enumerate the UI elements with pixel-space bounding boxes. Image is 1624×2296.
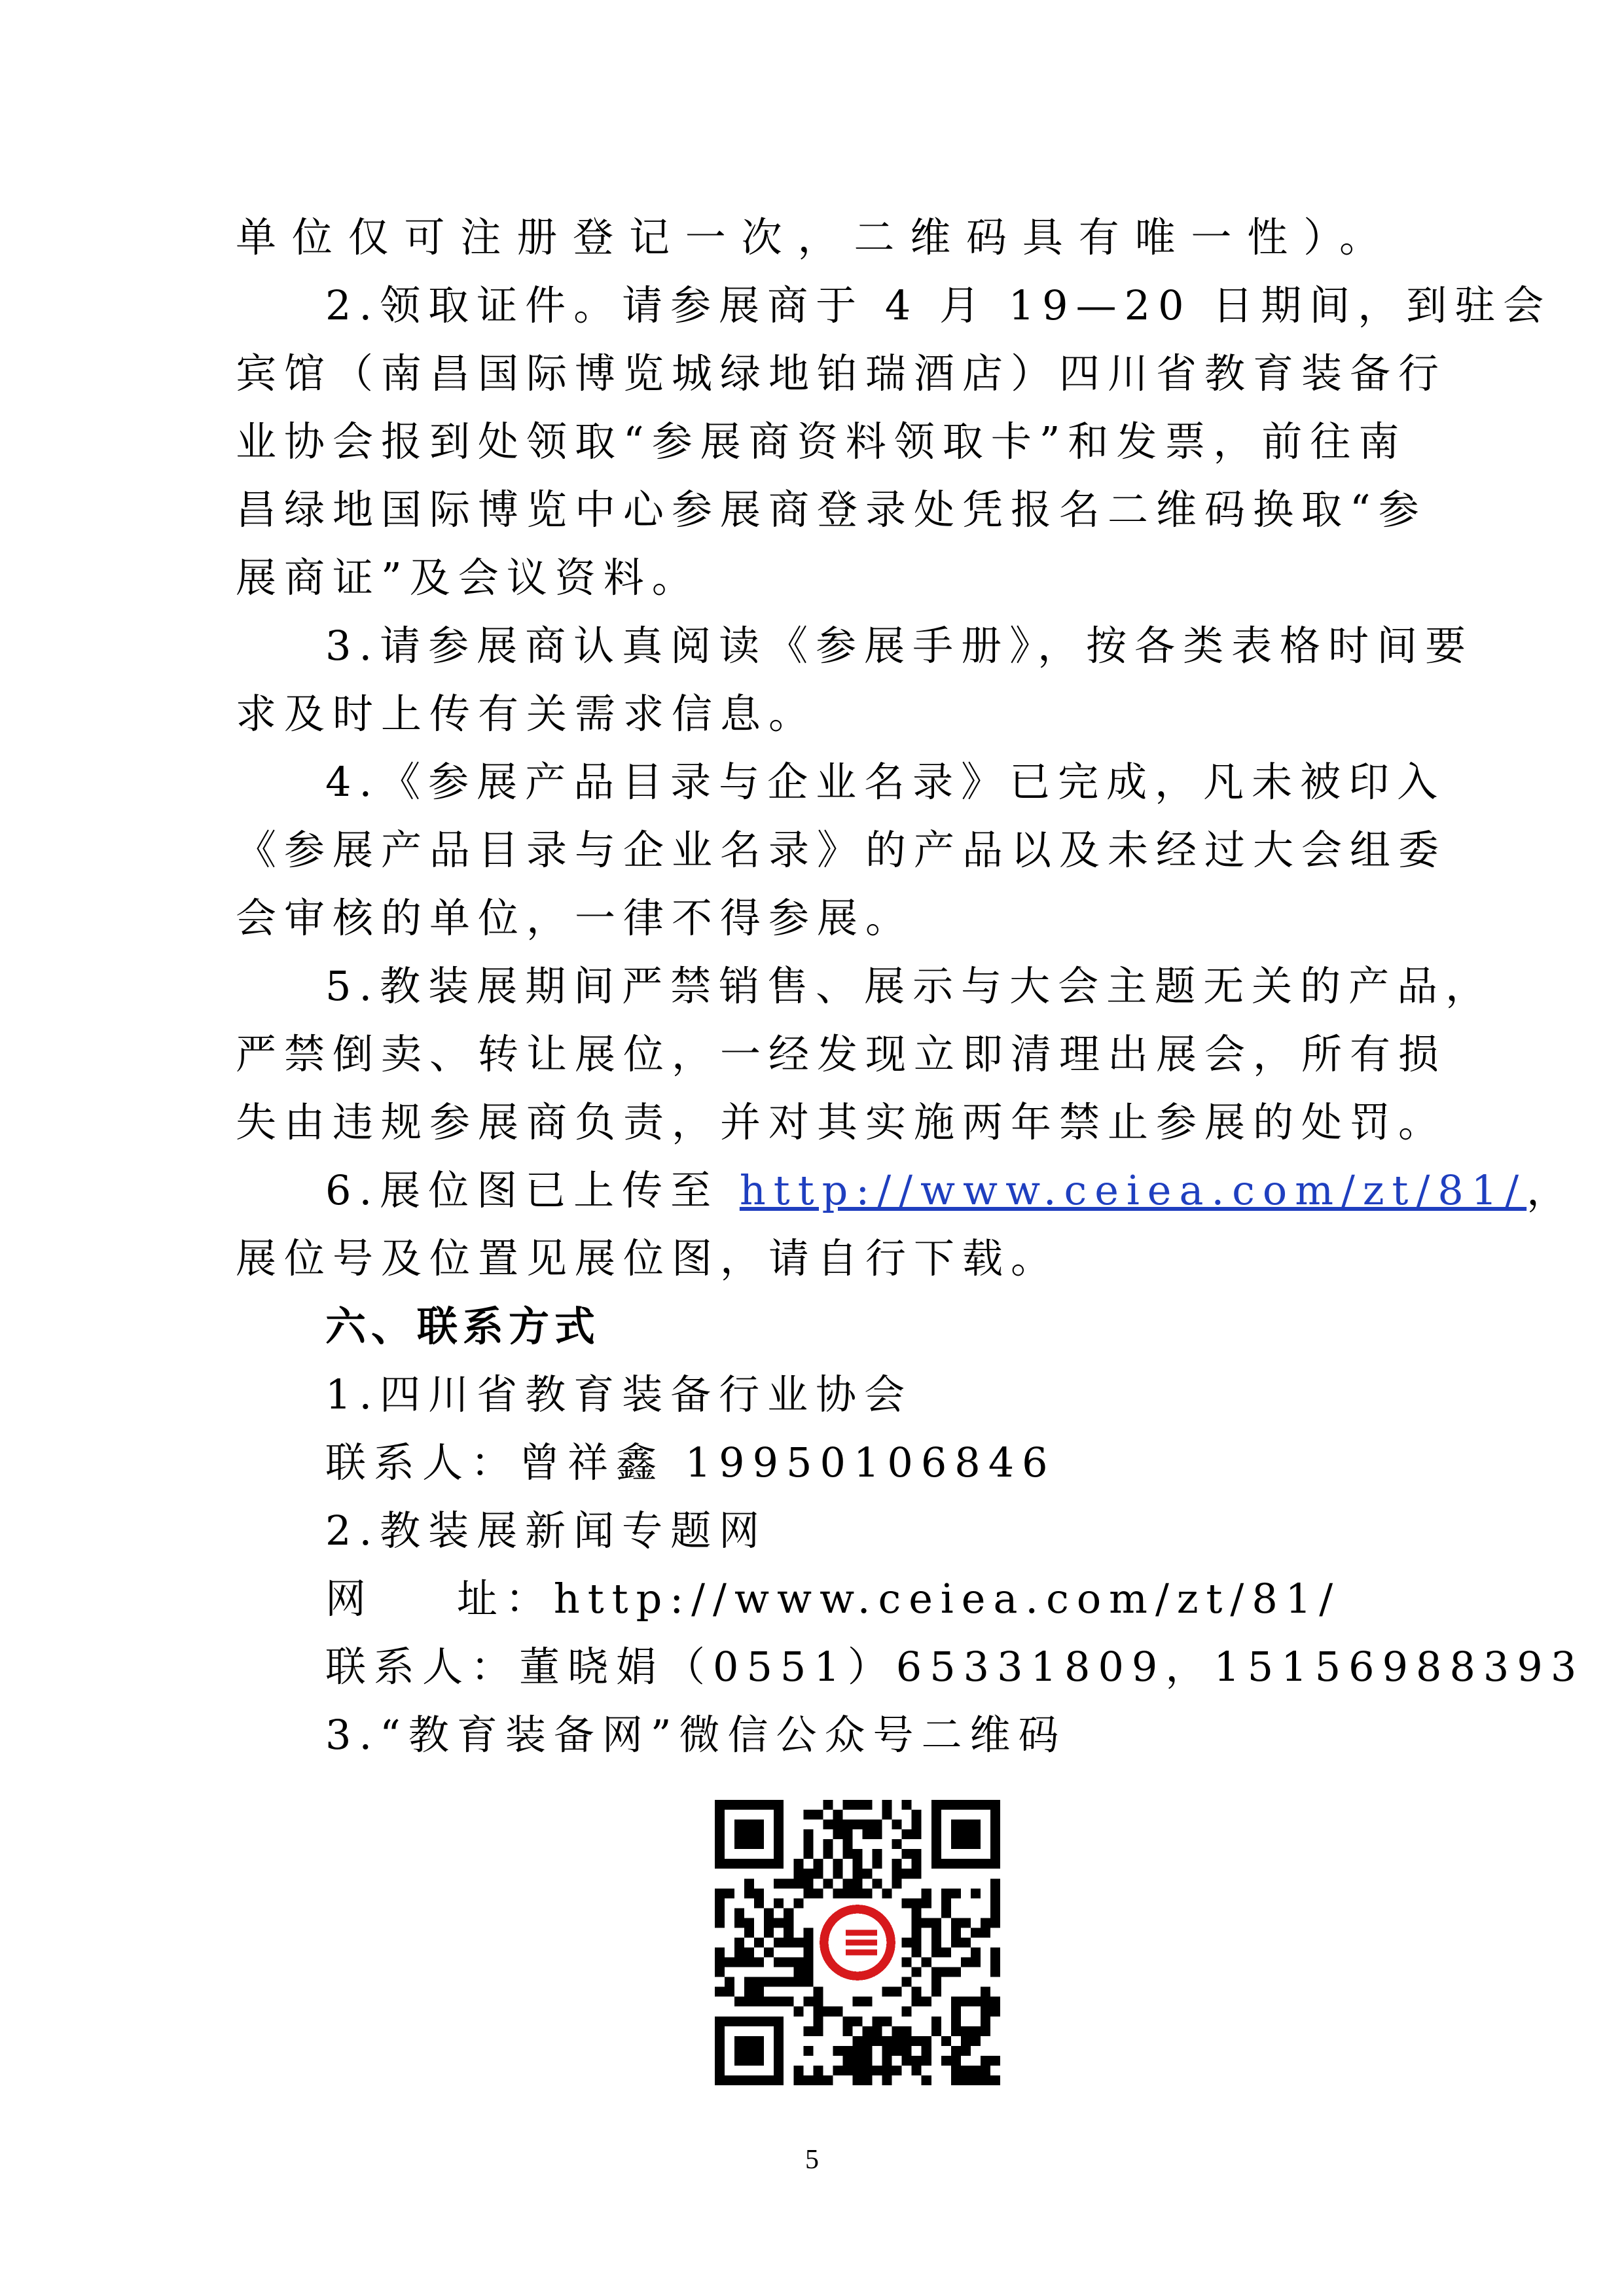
paragraph-line: 昌绿地国际博览中心参展商登录处凭报名二维码换取“参 xyxy=(236,486,1427,533)
paragraph-line: 展商证”及会议资料。 xyxy=(236,554,700,601)
paragraph-line-item6 xyxy=(325,1156,1576,1225)
paragraph-line: 失由违规参展商负责，并对其实施两年禁止参展的处罚。 xyxy=(236,1098,1447,1146)
paragraph-line: 求及时上传有关需求信息。 xyxy=(236,690,818,738)
paragraph-line: 《参展产品目录与企业名录》的产品以及未经过大会组委 xyxy=(236,826,1447,874)
paragraph-line: 业协会报到处领取“参展商资料领取卡”和发票，前往南 xyxy=(236,418,1407,465)
contact-org-2: 2.教装展新闻专题网 xyxy=(325,1507,768,1554)
paragraph-line: 4.《参展产品目录与企业名录》已完成，凡未被印入 xyxy=(325,758,1446,806)
paragraph-line: 展位号及位置见展位图，请自行下载。 xyxy=(236,1234,1060,1282)
paragraph-line: 单位仅可注册登记一次，二维码具有唯一性）。 xyxy=(236,213,1388,261)
paragraph-line: 严禁倒卖、转让展位，一经发现立即清理出展会，所有损 xyxy=(236,1030,1447,1078)
contact-org-1: 1.四川省教育装备行业协会 xyxy=(325,1371,913,1418)
contact-wechat: 3.“教育装备网”微信公众号二维码 xyxy=(325,1711,1067,1759)
item6-suffix: ， xyxy=(1526,1166,1576,1214)
paragraph-line: 5.教装展期间严禁销售、展示与大会主题无关的产品， xyxy=(325,962,1494,1010)
contact-person-1: 联系人：曾祥鑫 19950106846 xyxy=(325,1439,1056,1486)
paragraph-line: 宾馆（南昌国际博览城绿地铂瑞酒店）四川省教育装备行 xyxy=(236,350,1447,397)
item6-prefix: 6.展位图已上传至 xyxy=(325,1166,740,1214)
paragraph-line: 3.请参展商认真阅读《参展手册》，按各类表格时间要 xyxy=(325,622,1474,670)
contact-website: 网 址：http://www.ceiea.com/zt/81/ xyxy=(325,1575,1341,1623)
paragraph-line: 会审核的单位，一律不得参展。 xyxy=(236,894,914,942)
booth-map-link[interactable]: http://www.ceiea.com/zt/81/ xyxy=(739,1166,1527,1214)
logo-icon xyxy=(818,1903,897,1982)
wechat-qr-code xyxy=(715,1800,1000,2085)
page-number: 5 xyxy=(805,2145,819,2175)
paragraph-line: 2.领取证件。请参展商于 4 月 19—20 日期间，到驻会 xyxy=(325,281,1552,329)
section-heading: 六、联系方式 xyxy=(325,1302,601,1350)
contact-person-2: 联系人：董晓娟（0551）65331809，15156988393 xyxy=(325,1643,1585,1691)
